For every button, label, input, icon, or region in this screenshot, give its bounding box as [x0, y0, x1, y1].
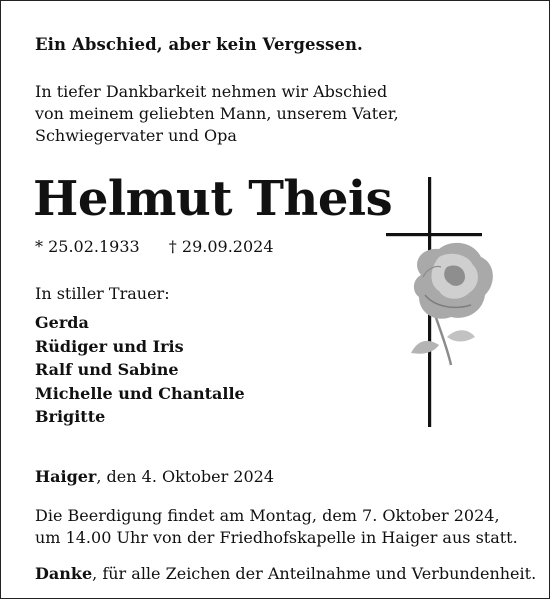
motto: Ein Abschied, aber kein Vergessen. — [35, 35, 363, 54]
thanks-note — [35, 564, 536, 583]
mourners-list — [35, 311, 245, 429]
funeral-line: Die Beerdigung findet am Montag, dem 7. Oktober 2024, — [35, 506, 500, 525]
mourning-label: In stiller Trauer: — [35, 284, 170, 303]
mourner: Gerda — [35, 313, 89, 332]
death-date: † 29.09.2024 — [168, 237, 274, 256]
birth-date: * 25.02.1933 — [35, 237, 140, 256]
intro-line: von meinem geliebten Mann, unserem Vater, — [35, 104, 399, 123]
thanks-lead: Danke — [35, 564, 93, 583]
funeral-notice — [35, 505, 518, 549]
town: Haiger — [35, 467, 97, 486]
mourner: Brigitte — [35, 407, 106, 426]
intro-text — [35, 81, 399, 147]
mourner: Ralf und Sabine — [35, 360, 179, 379]
date-text: , den 4. Oktober 2024 — [96, 467, 275, 486]
mourner: Rüdiger und Iris — [35, 336, 184, 356]
life-dates — [35, 237, 274, 256]
intro-line: Schwiegervater und Opa — [35, 126, 237, 145]
mourner: Michelle und Chantalle — [35, 383, 245, 403]
rose-icon — [411, 243, 493, 365]
place-date — [35, 467, 274, 486]
cross-rose-artwork — [381, 177, 511, 427]
intro-line: In tiefer Dankbarkeit nehmen wir Abschied — [35, 82, 388, 101]
deceased-name: Helmut Theis — [33, 171, 393, 227]
thanks-rest: , für alle Zeichen der Anteilnahme und Verbundenheit. — [92, 564, 537, 583]
funeral-line: um 14.00 Uhr von der Friedhofskapelle in Haiger aus statt. — [35, 528, 518, 547]
